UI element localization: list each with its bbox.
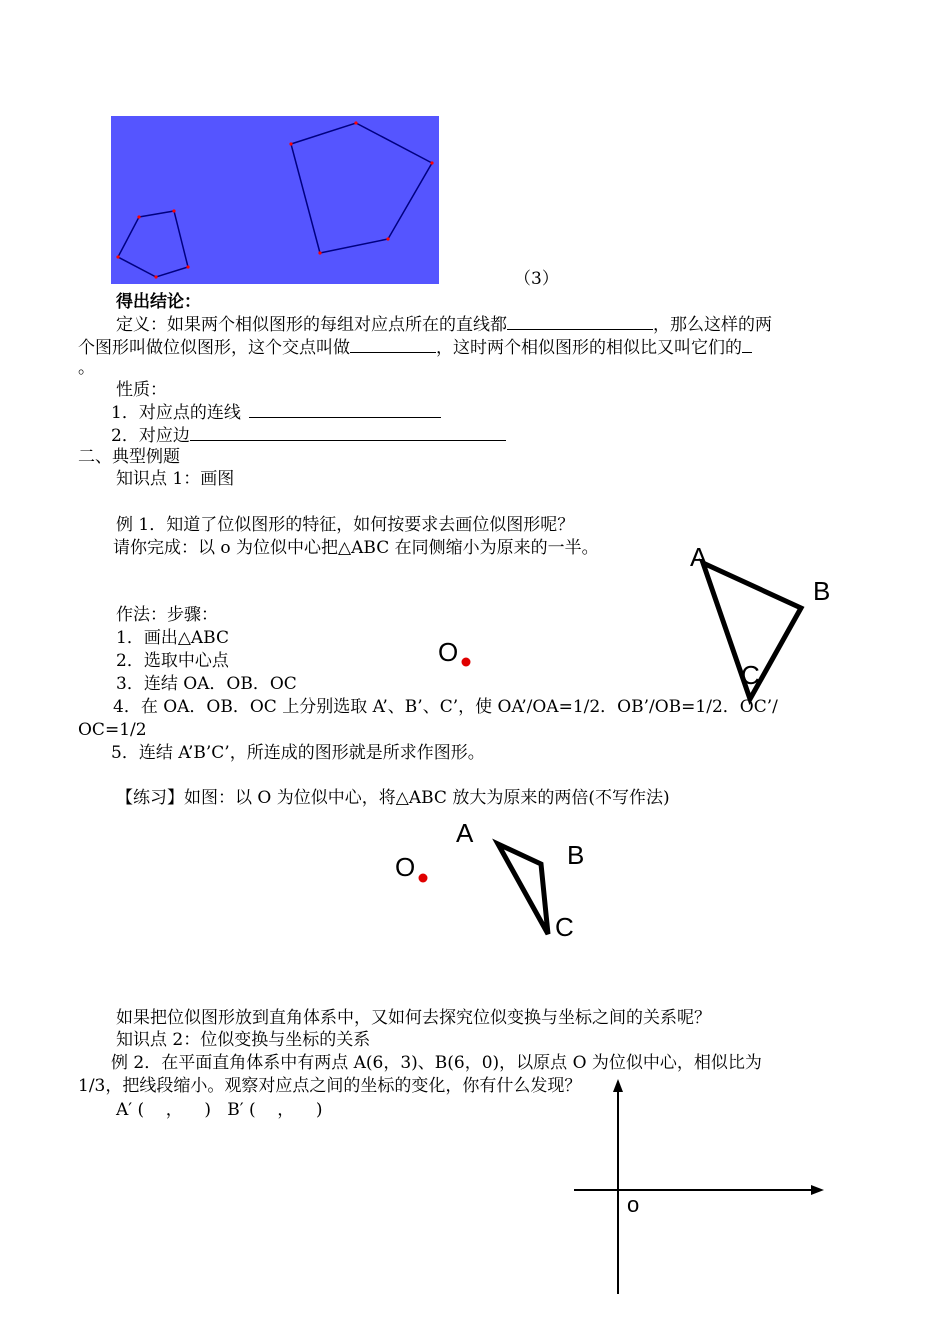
definition-part1: 定义：如果两个相似图形的每组对应点所在的直线都 — [116, 315, 507, 335]
step-4-line2: OC=1/2 — [78, 720, 147, 740]
origin-label: o — [627, 1192, 640, 1217]
answer-line: A′ ( ， ) B′ ( ， ) — [116, 1100, 323, 1120]
property-2 — [111, 424, 506, 447]
definition-line2-part1: 个图形叫做位似图形，这个交点叫做 — [78, 338, 350, 358]
label-c-practice: C — [555, 912, 574, 942]
example-1: 例 1．知道了位似图形的特征，如何按要求去画位似图形呢？ — [116, 515, 575, 535]
step-4-line1: 4．在 OA．OB．OC 上分别选取 A’、B’、C’，使 OA’/OA=1/2．OB’/OB=1/2．OC’/ — [113, 697, 778, 717]
blank-definition-1 — [507, 313, 653, 330]
large-pentagon — [291, 123, 432, 253]
coords-intro: 如果把位似图形放到直角体系中，又如何去探究位似变换与坐标之间的关系呢？ — [116, 1008, 711, 1028]
property-1-label: 1．对应点的连线 — [111, 403, 241, 423]
step-2: 2．选取中心点 — [116, 651, 229, 671]
label-c-example1: C — [741, 660, 760, 690]
definition-line2 — [78, 336, 752, 359]
properties-title: 性质： — [116, 380, 167, 400]
blank-property-2 — [190, 424, 506, 441]
property-1 — [111, 401, 441, 424]
label-b-example1: B — [813, 576, 831, 606]
center-point-o-example1 — [462, 658, 471, 667]
blank-property-1 — [249, 401, 441, 418]
blank-definition-3 — [742, 336, 752, 353]
blank-definition-2 — [350, 336, 436, 353]
method-title: 作法：步骤： — [116, 605, 218, 625]
property-2-label: 2．对应边 — [111, 426, 190, 446]
definition-line1 — [116, 313, 772, 336]
figure3-caption: （3） — [514, 269, 559, 289]
definition-line3: 。 — [78, 358, 95, 378]
pentagon-vertices — [116, 121, 433, 278]
figure3-background — [111, 116, 439, 284]
label-o-example1: O — [438, 637, 459, 667]
section2-title: 二、典型例题 — [78, 447, 180, 467]
task-1: 请你完成：以 o 为位似中心把△ABC 在同侧缩小为原来的一半。 — [113, 538, 599, 558]
example-2-line2: 1/3，把线段缩小。观察对应点之间的坐标的变化，你有什么发现？ — [78, 1076, 582, 1096]
knowledge-point-1: 知识点 1：画图 — [116, 469, 235, 489]
definition-part2: ，那么这样的两 — [653, 315, 772, 335]
label-a-practice: A — [456, 818, 474, 848]
step-1: 1．画出△ABC — [116, 628, 229, 648]
label-o-practice: O — [395, 852, 416, 882]
small-pentagon — [118, 211, 188, 277]
step-5: 5．连结 A’B’C’，所连成的图形就是所求作图形。 — [111, 743, 485, 763]
label-b-practice: B — [567, 840, 585, 870]
label-a-example1: A — [690, 542, 708, 572]
definition-line2-part2: ，这时两个相似图形的相似比又叫它们的 — [436, 338, 742, 358]
practice-text: 【练习】如图：以 O 为位似中心，将△ABC 放大为原来的两倍(不写作法) — [116, 788, 670, 808]
step-3: 3．连结 OA．OB．OC — [116, 674, 297, 694]
knowledge-point-2: 知识点 2：位似变换与坐标的关系 — [116, 1030, 371, 1050]
coordinate-axes — [574, 1079, 824, 1294]
triangle-abc-practice — [498, 844, 548, 934]
example-2-line1: 例 2．在平面直角体系中有两点 A(6，3)、B(6，0)，以原点 O 为位似中心，相似比为 — [111, 1053, 762, 1073]
conclusion-title: 得出结论： — [116, 292, 201, 312]
center-point-o-practice — [419, 874, 428, 883]
